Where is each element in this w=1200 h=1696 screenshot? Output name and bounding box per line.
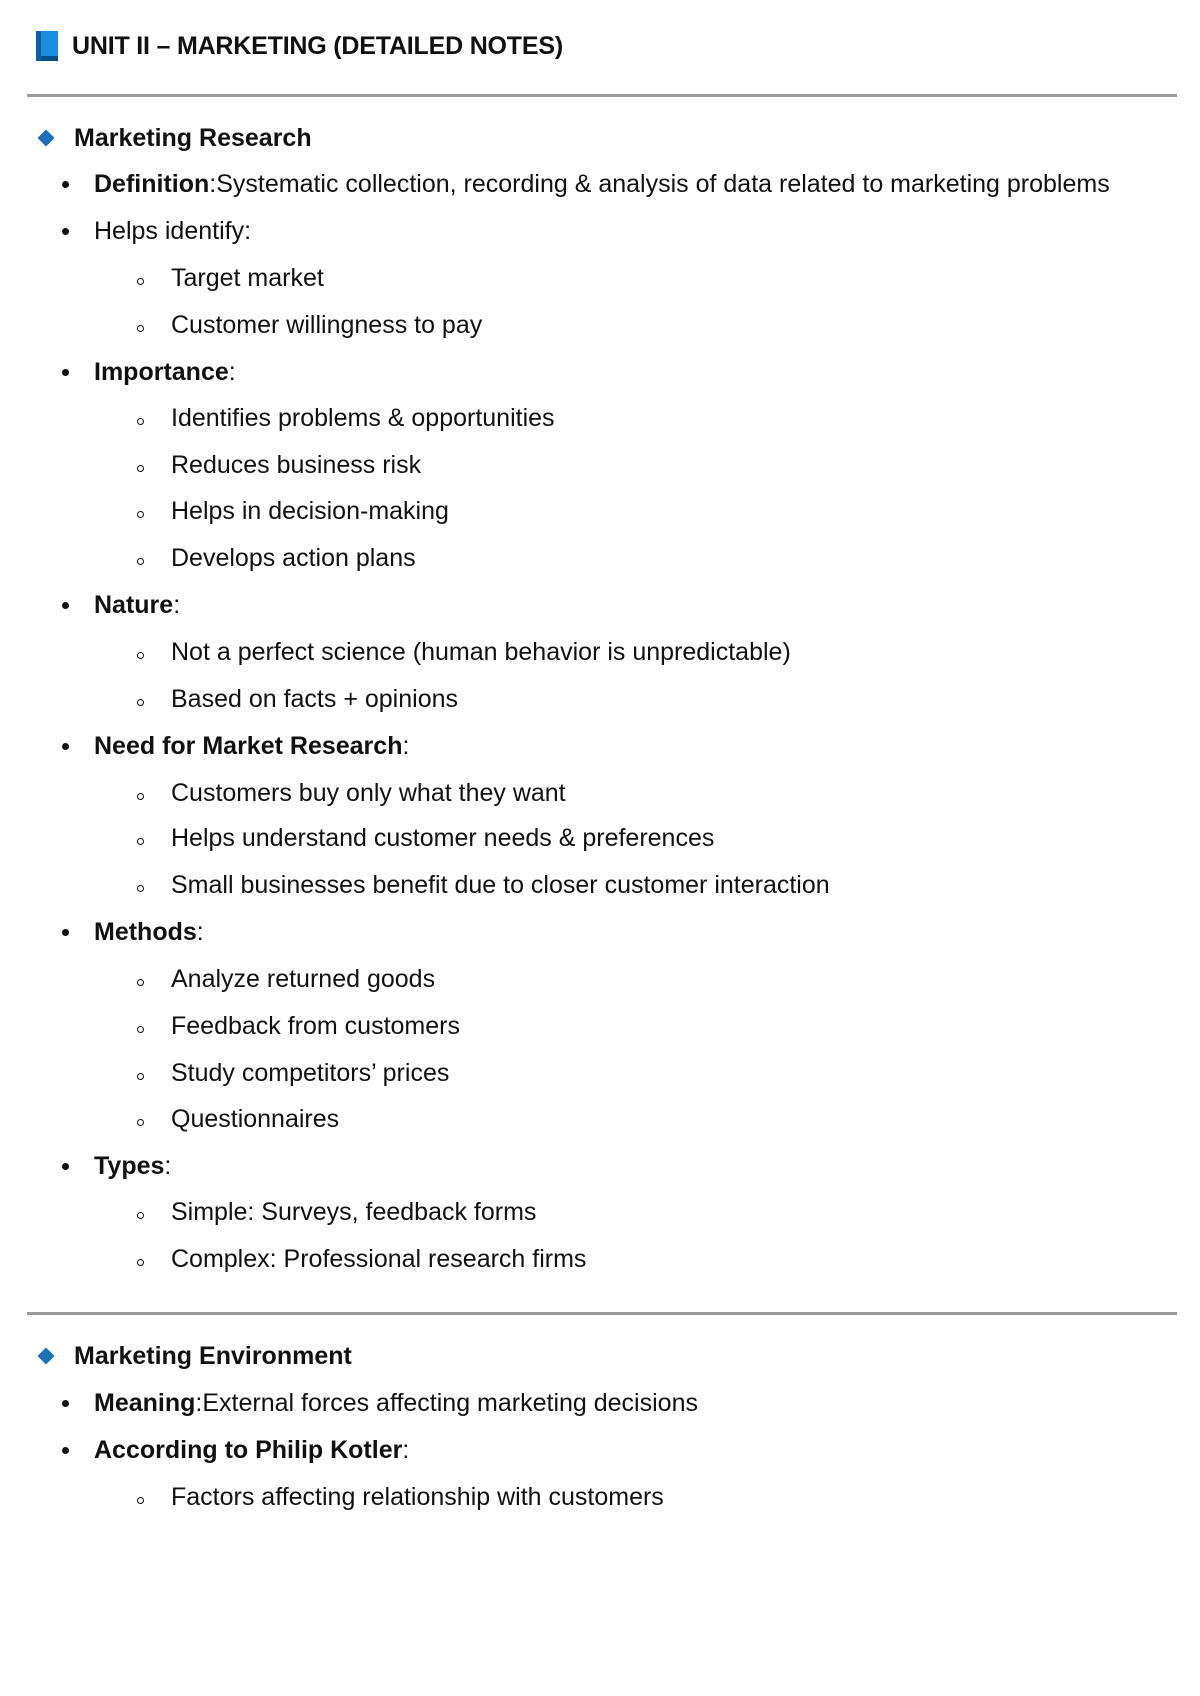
- term-label: Need for Market Research: [94, 731, 403, 760]
- sub-item-text: Feedback from customers: [171, 1011, 460, 1040]
- sub-list-item: [137, 493, 449, 529]
- separator: :: [402, 731, 410, 760]
- sub-item-text: Customer willingness to pay: [171, 310, 483, 339]
- circle-bullet-icon: [137, 885, 144, 892]
- bullet-icon: [62, 1447, 69, 1454]
- divider: [27, 1312, 1177, 1315]
- sub-item-text: Small businesses benefit due to closer customer interaction: [171, 870, 830, 899]
- circle-bullet-icon: [137, 838, 144, 845]
- sub-list-item: [137, 260, 324, 296]
- list-item-need: [62, 728, 409, 764]
- sub-item-text: Based on facts + opinions: [171, 684, 458, 713]
- section-heading-marketing-research: [40, 120, 312, 156]
- section-heading-marketing-environment: [40, 1338, 352, 1374]
- sub-item-text: Factors affecting relationship with customers: [171, 1482, 664, 1511]
- circle-bullet-icon: [137, 1026, 144, 1033]
- list-item-importance: [62, 354, 236, 390]
- bullet-icon: [62, 228, 69, 235]
- circle-bullet-icon: [137, 793, 144, 800]
- sub-list-item: [137, 447, 421, 483]
- circle-bullet-icon: [137, 1497, 144, 1504]
- diamond-icon: [38, 130, 55, 147]
- sub-item-text: Helps understand customer needs & preferences: [171, 823, 715, 852]
- sub-item-text: Simple: Surveys, feedback forms: [171, 1197, 537, 1226]
- separator: :: [228, 357, 236, 386]
- bullet-icon: [62, 602, 69, 609]
- separator: :: [195, 1388, 203, 1417]
- list-item-helps-identify: [62, 213, 251, 249]
- list-item-methods: [62, 914, 204, 950]
- diamond-icon: [38, 1348, 55, 1365]
- sub-item-text: Develops action plans: [171, 543, 416, 572]
- circle-bullet-icon: [137, 1073, 144, 1080]
- sub-list-item: [137, 1241, 586, 1277]
- sub-list-item: [137, 307, 482, 343]
- sub-list-item: [137, 634, 791, 670]
- separator: :: [196, 917, 204, 946]
- sub-list-item: [137, 961, 435, 997]
- bullet-icon: [62, 929, 69, 936]
- bullet-icon: [62, 1163, 69, 1170]
- sub-list-item: [137, 540, 416, 576]
- sub-list-item: [137, 820, 714, 856]
- bullet-icon: [62, 181, 69, 188]
- sub-list-item: [137, 400, 555, 436]
- term-label: Nature: [94, 590, 174, 619]
- circle-bullet-icon: [137, 558, 144, 565]
- list-item-types: [62, 1148, 171, 1184]
- bullet-icon: [62, 1400, 69, 1407]
- sub-list-item: [137, 1479, 664, 1515]
- circle-bullet-icon: [137, 1259, 144, 1266]
- sub-list-item: [137, 775, 566, 811]
- sub-item-text: Reduces business risk: [171, 450, 422, 479]
- circle-bullet-icon: [137, 1212, 144, 1219]
- sub-list-item: [137, 867, 830, 903]
- separator: :: [173, 590, 181, 619]
- sub-item-text: Analyze returned goods: [171, 964, 436, 993]
- section-title: Marketing Environment: [74, 1341, 352, 1370]
- definition-text: Systematic collection, recording & analysis of data related to marketing problems: [216, 169, 1110, 198]
- term-label: According to Philip Kotler: [94, 1435, 403, 1464]
- document-title-row: [36, 26, 563, 66]
- sub-item-text: Questionnaires: [171, 1104, 340, 1133]
- bullet-icon: [62, 743, 69, 750]
- sub-list-item: [137, 1194, 536, 1230]
- separator: :: [164, 1151, 172, 1180]
- circle-bullet-icon: [137, 652, 144, 659]
- sub-item-text: Target market: [171, 263, 324, 292]
- list-item-kotler: [62, 1432, 409, 1468]
- circle-bullet-icon: [137, 699, 144, 706]
- list-item-meaning: [62, 1385, 698, 1421]
- document-title: UNIT II – MARKETING (DETAILED NOTES): [72, 31, 563, 60]
- circle-bullet-icon: [137, 278, 144, 285]
- item-label: Helps identify:: [94, 216, 252, 245]
- circle-bullet-icon: [137, 418, 144, 425]
- book-icon: [36, 31, 58, 61]
- term-label: Types: [94, 1151, 165, 1180]
- sub-item-text: Helps in decision-making: [171, 496, 449, 525]
- sub-item-text: Customers buy only what they want: [171, 778, 566, 807]
- separator: :: [402, 1435, 410, 1464]
- divider: [27, 94, 1177, 97]
- definition-text: External forces affecting marketing decisions: [202, 1388, 698, 1417]
- term-label: Methods: [94, 917, 197, 946]
- term-label: Definition: [94, 169, 210, 198]
- circle-bullet-icon: [137, 1119, 144, 1126]
- term-label: Meaning: [94, 1388, 196, 1417]
- sub-item-text: Not a perfect science (human behavior is unpredictable): [171, 637, 791, 666]
- term-label: Importance: [94, 357, 229, 386]
- sub-list-item: [137, 1101, 339, 1137]
- circle-bullet-icon: [137, 465, 144, 472]
- separator: :: [209, 169, 217, 198]
- circle-bullet-icon: [137, 511, 144, 518]
- sub-list-item: [137, 681, 458, 717]
- list-item-nature: [62, 587, 180, 623]
- circle-bullet-icon: [137, 325, 144, 332]
- sub-list-item: [137, 1008, 460, 1044]
- sub-list-item: [137, 1055, 449, 1091]
- circle-bullet-icon: [137, 979, 144, 986]
- section-title: Marketing Research: [74, 123, 312, 152]
- list-item-definition: [62, 166, 1110, 202]
- sub-item-text: Complex: Professional research firms: [171, 1244, 587, 1273]
- sub-item-text: Identifies problems & opportunities: [171, 403, 555, 432]
- bullet-icon: [62, 369, 69, 376]
- sub-item-text: Study competitors’ prices: [171, 1058, 450, 1087]
